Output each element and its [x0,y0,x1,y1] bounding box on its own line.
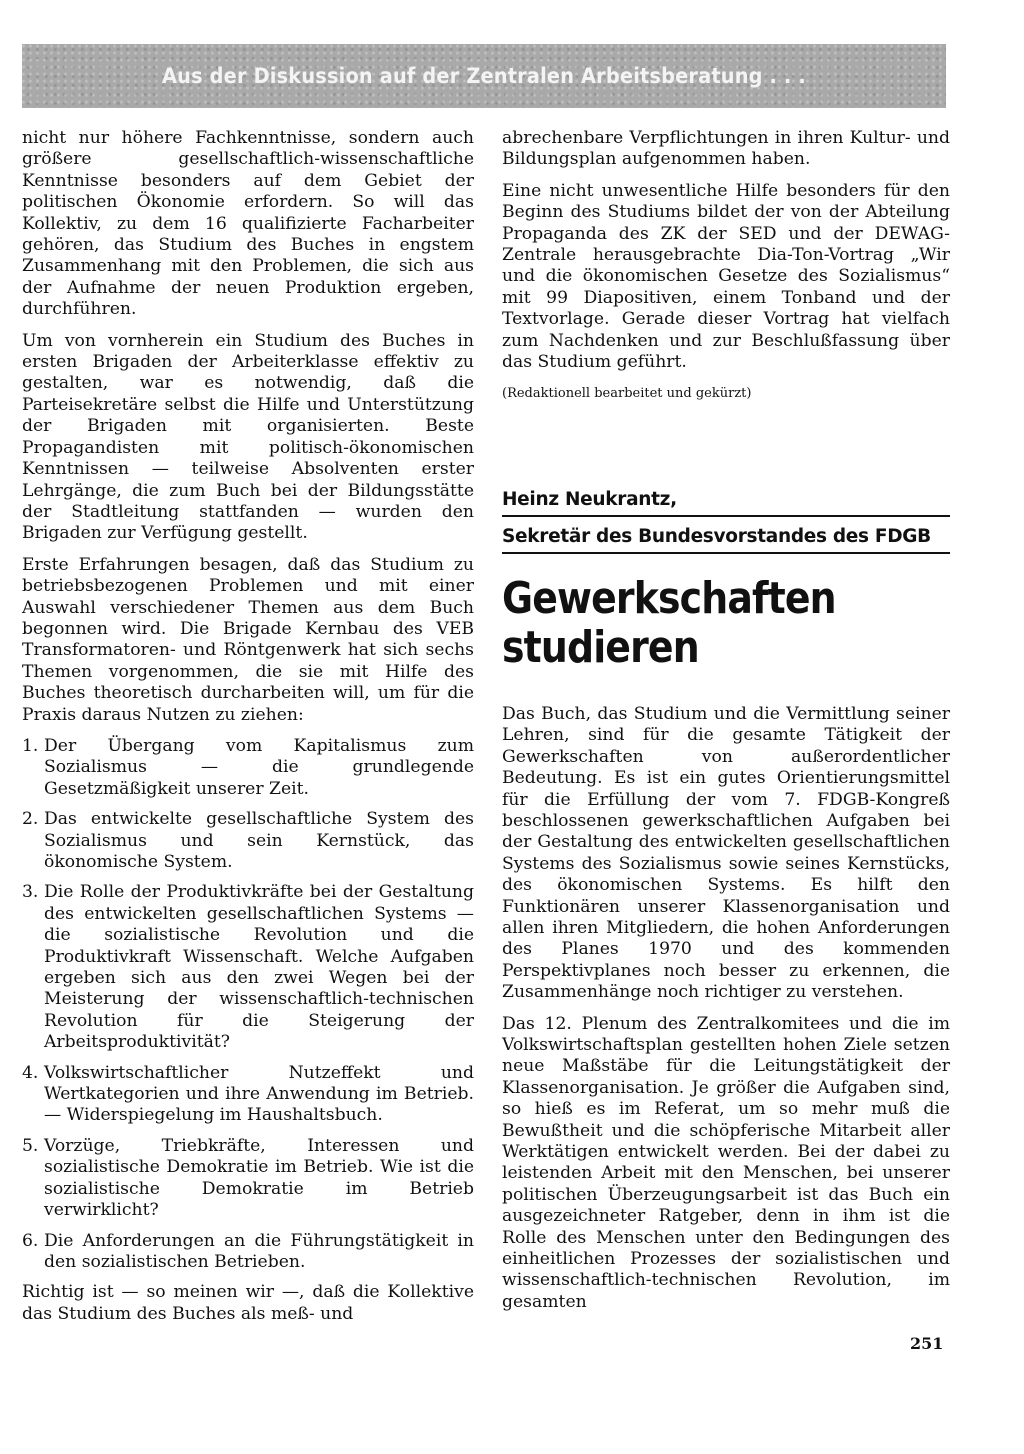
list-number: 1. [22,735,39,756]
list-item [22,736,474,800]
article-headline [502,574,887,672]
list-item [22,1136,474,1222]
list-item [22,1231,474,1274]
paragraph: Das 12. Plenum des Zentralkomitees und die im Volkswirtschaftsplan gestellten hohen Ziele setzen neue Maßstäbe für die Leitungstätigkeit der Klassenorganisation. Je größer die Aufgaben sind, so hieß es im Referat, um so mehr muß die Bewußtheit und die schöpferische Mitarbeit aller Werktätigen entwickelt werden. Bei der dabei zu leistenden Arbeit mit den Menschen, bei unserer politischen Überzeugungsarbeit ist das Buch ein ausgezeichneter Ratgeber, denn in ihm ist die Rolle des Menschen unter den Bedingungen des einheitlichen Prozesses der sozialistischen und wissenschaftlich-technischen Revolution, im gesamten [502,1013,950,1312]
list-text: Volkswirtschaftlicher Nutzeffekt und Wertkategorien und ihre Anwendung im Betrieb. — Widerspiegelung im Haushaltsbuch. [44,1062,474,1126]
paragraph: Das Buch, das Studium und die Vermittlung seiner Lehren, sind für die gesamte Tätigkeit der Gewerkschaften von außerordentlicher Bedeutung. Es ist ein gutes Orientierungsmittel für die Erfüllung der vom 7. FDGB-Kongreß beschlossenen gewerkschaftlichen Aufgaben bei der Gestaltung des entwickelten gesellschaftlichen Systems des Sozialismus sowie seines Kernstücks, des ökonomischen Systems. Es hilft den Funktionären unserer Klassenorganisation und allen ihren Mitgliedern, die hohen Anforderungen des Planes 1970 und des kommenden Perspektivplanes noch besser zu erkennen, die Zusammenhänge noch richtiger zu verstehen. [502,703,950,1003]
list-number: 4. [22,1062,39,1083]
topic-list [22,736,474,1273]
list-text: Vorzüge, Triebkräfte, Interessen und sozialistische Demokratie im Betrieb. Wie ist die sozialistische Demokratie im Betrieb verwirklicht? [44,1135,474,1221]
list-text: Die Anforderungen an die Führungstätigkeit in den sozialistischen Betrieben. [44,1230,474,1272]
left-column [22,128,474,1335]
list-text: Der Übergang vom Kapitalismus zum Sozialismus — die grundlegende Gesetzmäßigkeit unserer Zeit. [44,735,474,799]
list-text: Das entwickelte gesellschaftliche System des Sozialismus und sein Kernstück, das ökonomische System. [44,809,474,872]
headline-line: studieren [502,621,699,673]
section-banner-title: Aus der Diskussion auf der Zentralen Arbeitsberatung . . . [162,64,806,88]
paragraph: abrechenbare Verpflichtungen in ihren Kultur- und Bildungsplan aufgenommen haben. [502,128,950,170]
list-item [22,882,474,1053]
page-number: 251 [910,1334,944,1353]
paragraph: Richtig ist — so meinen wir —, daß die Kollektive das Studium des Buches als meß- und [22,1282,474,1324]
list-number: 6. [22,1230,39,1251]
paragraph: Eine nicht unwesentliche Hilfe besonders für den Beginn des Studiums bildet der von der Abteilung Propaganda des ZK der SED und der DEWAG-Zentrale herausgebrachte Dia-Ton-Vortrag „Wir und die ökonomischen Gesetze des Sozialismus“ mit 99 Diapositiven, einem Tonband und der Textvorlage. Gerade dieser Vortrag hat vielfach zum Nachdenken und zur Beschlußfassung über das Studium geführt. [502,180,950,373]
author-block [502,488,950,554]
list-item [22,1063,474,1127]
editor-note: (Redaktionell bearbeitet und gekürzt) [502,386,752,402]
section-banner [22,44,946,108]
right-column [502,128,950,1323]
list-number: 5. [22,1135,39,1156]
list-number: 3. [22,882,39,903]
list-item [22,809,474,873]
list-number: 2. [22,809,39,830]
paragraph: nicht nur höhere Fachkenntnisse, sondern auch größere gesellschaftlich-wissenschaftliche Kenntnisse besonders auf dem Gebiet der politischen Ökonomie erfordern. So will das Kollektiv, zu dem 16 qualifizierte Facharbeiter gehören, das Studium des Buches in engstem Zusammenhang mit den Problemen, die sich aus der Aufnahme der neuen Produktion ergeben, durchführen. [22,128,474,320]
paragraph: Erste Erfahrungen besagen, daß das Studium zu betriebsbezogenen Problemen und mit einer Auswahl verschiedener Themen aus dem Buch begonnen wird. Die Brigade Kernbau des VEB Transformatoren- und Röntgenwerk hat sich sechs Themen vorgenommen, die sie mit Hilfe des Buches theoretisch durcharbeiten will, um für die Praxis daraus Nutzen zu ziehen: [22,554,474,725]
author-name: Heinz Neukrantz, [502,488,950,517]
headline-line: Gewerkschaften [502,572,836,624]
paragraph: Um von vornherein ein Studium des Buches in ersten Brigaden der Arbeiterklasse effektiv zu gestalten, war es notwendig, daß die Parteisekretäre selbst die Hilfe und Unterstützung der Brigaden mit organisierten. Beste Propagandisten mit politisch-ökonomischen Kenntnissen — teilweise Absolventen erster Lehrgänge, die zum Buch bei der Bildungsstätte der Stadtleitung stattfanden — wurden den Brigaden zur Verfügung gestellt. [22,330,474,544]
author-role: Sekretär des Bundesvorstandes des FDGB [502,525,950,554]
list-text: Die Rolle der Produktivkräfte bei der Gestaltung des entwickelten gesellschaftlichen Systems — die sozialistische Revolution und die Produktivkraft Wissenschaft. Welche Aufgaben ergeben sich aus den zwei Wegen bei der Meisterung der wissenschaftlich-technischen Revolution für die Steigerung der Arbeitsproduktivität? [44,882,474,1053]
